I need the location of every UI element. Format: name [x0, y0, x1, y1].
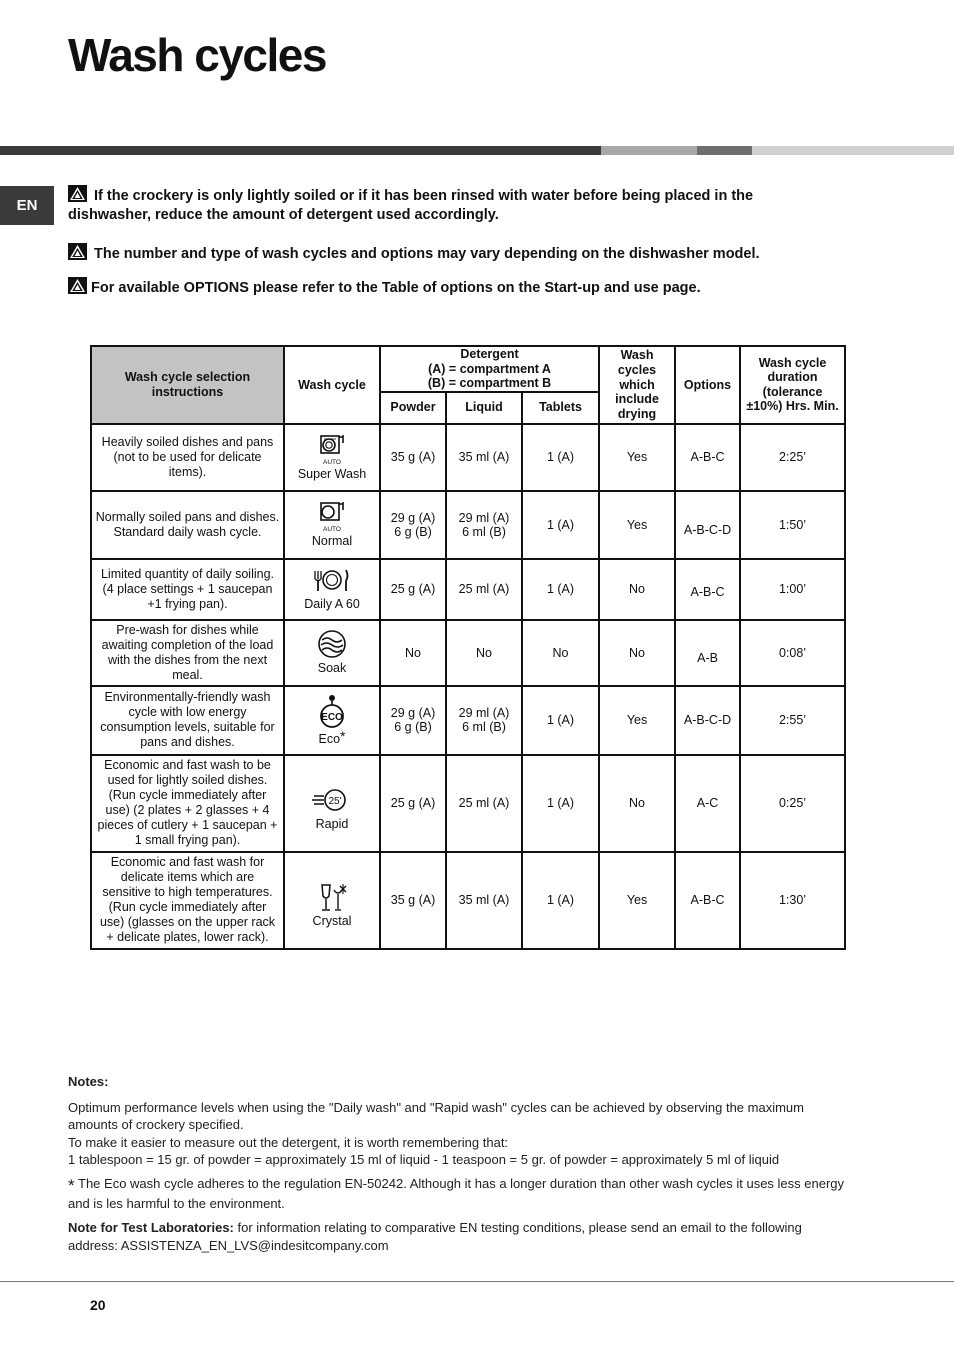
header-duration: Wash cycle duration (tolerance ±10%) Hrs. Min.	[740, 346, 845, 424]
instructions-cell: Limited quantity of daily soiling. (4 place settings + 1 saucepan +1 frying pan).	[91, 559, 284, 620]
instructions-cell: Economic and fast wash to be used for lightly soiled dishes. (Run cycle immediately after use) (2 plates + 2 glasses + 4 pieces of cutlery + 1 saucepan + 1 small frying pan).	[91, 755, 284, 852]
icon-auto-label: AUTO	[323, 526, 341, 534]
warning-3	[68, 277, 828, 298]
powder-value-b: 6 g (B)	[394, 720, 432, 735]
header-drying: Wash cycles which include drying	[599, 346, 675, 424]
warning-triangle-icon	[68, 243, 87, 260]
wash-cycle-name	[288, 729, 376, 747]
header-tablets: Tablets	[522, 392, 599, 424]
warning-triangle-icon	[68, 185, 87, 202]
powder-value: 29 g (A)	[390, 706, 436, 721]
tablets-cell: 1 (A)	[522, 424, 599, 491]
page-number: 20	[90, 1297, 106, 1313]
eco-asterisk: *	[340, 728, 346, 745]
tablets-cell: No	[522, 620, 599, 686]
language-tab: EN	[0, 186, 54, 225]
eco-note-asterisk: *	[68, 1175, 75, 1195]
warning-text: For available OPTIONS please refer to the Table of options on the Start-up and use page.	[91, 280, 701, 296]
options-cell: A-B-C	[675, 852, 740, 949]
header-band-dark	[0, 146, 601, 155]
instructions-cell: Environmentally-friendly wash cycle with low energy consumption levels, suitable for pans and dishes.	[91, 686, 284, 755]
wash-cycle-cell	[284, 424, 380, 491]
notes-line-2: To make it easier to measure out the detergent, it is worth remembering that:	[68, 1134, 509, 1150]
powder-value: 35 g (A)	[390, 893, 436, 908]
wash-cycle-name: Daily A 60	[304, 596, 360, 611]
powder-value-b: 6 g (B)	[394, 524, 432, 539]
liquid-cell	[446, 852, 522, 949]
wash-cycles-table	[90, 345, 846, 950]
wash-cycle-cell	[284, 491, 380, 559]
daily-icon	[288, 567, 376, 597]
warning-1	[68, 185, 828, 225]
lab-note-label: Note for Test Laboratories:	[68, 1220, 234, 1236]
tablets-cell: 1 (A)	[522, 491, 599, 559]
normal-wash-icon	[288, 500, 376, 534]
notes-eco	[68, 1175, 848, 1212]
powder-cell	[380, 559, 446, 620]
wash-cycle-cell	[284, 559, 380, 620]
eco-icon	[288, 693, 376, 729]
duration-cell: 1:00’	[740, 559, 845, 620]
liquid-value: 29 ml (A)	[458, 706, 510, 721]
icon-eco-label: ECO	[321, 712, 343, 724]
powder-cell	[380, 686, 446, 755]
header-detergent-label: Detergent	[460, 347, 519, 361]
instructions-cell: Economic and fast wash for delicate items which are sensitive to high temperatures. (Run cycle immediately after use) (glasses on the upper rack + delicate plates, lower rack).	[91, 852, 284, 949]
warning-triangle-icon	[68, 277, 87, 294]
tablets-cell: 1 (A)	[522, 852, 599, 949]
powder-value: No	[405, 645, 421, 660]
liquid-value: 29 ml (A)	[458, 510, 510, 525]
liquid-cell	[446, 491, 522, 559]
instructions-cell: Normally soiled pans and dishes. Standard daily wash cycle.	[91, 491, 284, 559]
wash-cycle-name: Normal	[311, 534, 353, 549]
header-wash-cycle: Wash cycle	[284, 346, 380, 424]
drying-cell: Yes	[599, 424, 675, 491]
drying-cell: Yes	[599, 491, 675, 559]
page-title: Wash cycles	[68, 29, 326, 81]
table-row	[91, 852, 845, 949]
footer-divider	[0, 1281, 954, 1282]
header-band-mid	[697, 146, 752, 155]
header-options: Options	[675, 346, 740, 424]
duration-cell: 2:25’	[740, 424, 845, 491]
powder-value: 35 g (A)	[390, 450, 436, 465]
wash-cycle-name-text: Eco	[318, 732, 341, 747]
warning-text: The number and type of wash cycles and options may vary depending on the dishwasher model.	[94, 246, 760, 262]
header-instructions: Wash cycle selection instructions	[91, 346, 284, 424]
table-row	[91, 424, 845, 491]
header-band-light	[601, 146, 697, 155]
table-row	[91, 559, 845, 620]
header-detergent-b: (B) = compartment B	[427, 376, 552, 391]
duration-cell: 2:55’	[740, 686, 845, 755]
options-cell: A-B-C	[675, 559, 740, 620]
instructions-cell: Pre-wash for dishes while awaiting completion of the load with the dishes from the next meal.	[91, 620, 284, 686]
eco-note-text: The Eco wash cycle adheres to the regulation EN-50242. Although it has a longer duration than other wash cycles it uses less energy and is les harmful to the environment.	[68, 1175, 845, 1211]
options-cell: A-B-C-D	[675, 491, 740, 559]
liquid-cell	[446, 755, 522, 852]
liquid-value: 25 ml (A)	[458, 796, 510, 811]
wash-cycle-cell	[284, 852, 380, 949]
tablets-cell: 1 (A)	[522, 686, 599, 755]
options-cell: A-B-C-D	[675, 686, 740, 755]
header-band-pale	[752, 146, 954, 155]
tablets-cell: 1 (A)	[522, 755, 599, 852]
notes-line-3: 1 tablespoon = 15 gr. of powder = approximately 15 ml of liquid - 1 teaspoon = 5 gr. of powder = approximately 5 ml of liquid	[68, 1152, 780, 1168]
powder-cell	[380, 424, 446, 491]
duration-cell: 1:50’	[740, 491, 845, 559]
liquid-value-b: 6 ml (B)	[462, 524, 506, 539]
instructions-cell: Heavily soiled dishes and pans (not to be used for delicate items).	[91, 424, 284, 491]
table-row	[91, 491, 845, 559]
notes-line-1: Optimum performance levels when using the "Daily wash" and "Rapid wash" cycles can be achieved by observing the maximum amounts of crockery specified.	[68, 1099, 804, 1133]
notes-title: Notes:	[68, 1074, 109, 1089]
super-wash-icon	[288, 433, 376, 467]
wash-cycle-name: Rapid	[315, 816, 349, 831]
drying-cell: Yes	[599, 852, 675, 949]
duration-cell: 1:30’	[740, 852, 845, 949]
lab-note-text: for information relating to comparative EN testing conditions, please send an email to the following address: ASSISTENZA_EN_LVS@indesitcompany.com	[68, 1220, 802, 1253]
powder-cell	[380, 852, 446, 949]
table-header-row	[91, 346, 845, 392]
crystal-icon	[288, 882, 376, 914]
table-row	[91, 686, 845, 755]
header-detergent-a: (A) = compartment A	[428, 361, 551, 376]
warning-text: If the crockery is only lightly soiled or if it has been rinsed with water before being placed in the dishwasher, reduce the amount of detergent used accordingly.	[68, 188, 754, 223]
liquid-value: No	[476, 645, 492, 660]
soak-icon	[288, 629, 376, 661]
liquid-cell	[446, 559, 522, 620]
wash-cycle-cell	[284, 755, 380, 852]
tablets-cell: 1 (A)	[522, 559, 599, 620]
icon-rapid-label: 25'	[328, 795, 342, 807]
drying-cell: Yes	[599, 686, 675, 755]
duration-cell: 0:25’	[740, 755, 845, 852]
powder-cell	[380, 755, 446, 852]
powder-cell	[380, 620, 446, 686]
notes-section	[68, 1073, 848, 1254]
liquid-value: 35 ml (A)	[458, 450, 510, 465]
wash-cycle-cell	[284, 620, 380, 686]
wash-cycle-name: Super Wash	[297, 466, 367, 481]
liquid-cell	[446, 620, 522, 686]
powder-value: 25 g (A)	[390, 796, 436, 811]
header-liquid: Liquid	[446, 392, 522, 424]
warning-2	[68, 243, 828, 264]
liquid-value: 35 ml (A)	[458, 893, 510, 908]
header-detergent	[380, 346, 599, 392]
wash-cycle-name: Crystal	[312, 913, 352, 928]
options-cell: A-B	[675, 620, 740, 686]
wash-cycle-name: Soak	[317, 661, 347, 676]
wash-cycle-cell	[284, 686, 380, 755]
powder-value: 29 g (A)	[390, 510, 436, 525]
drying-cell: No	[599, 620, 675, 686]
rapid-icon	[288, 787, 376, 817]
drying-cell: No	[599, 559, 675, 620]
powder-value: 25 g (A)	[390, 582, 436, 597]
liquid-cell	[446, 424, 522, 491]
liquid-value-b: 6 ml (B)	[462, 720, 506, 735]
powder-cell	[380, 491, 446, 559]
liquid-cell	[446, 686, 522, 755]
table-row	[91, 755, 845, 852]
notes-lab	[68, 1219, 848, 1254]
header-powder: Powder	[380, 392, 446, 424]
liquid-value: 25 ml (A)	[458, 582, 510, 597]
drying-cell: No	[599, 755, 675, 852]
table-row	[91, 620, 845, 686]
duration-cell: 0:08’	[740, 620, 845, 686]
options-cell: A-C	[675, 755, 740, 852]
options-cell: A-B-C	[675, 424, 740, 491]
icon-auto-label: AUTO	[323, 458, 341, 466]
